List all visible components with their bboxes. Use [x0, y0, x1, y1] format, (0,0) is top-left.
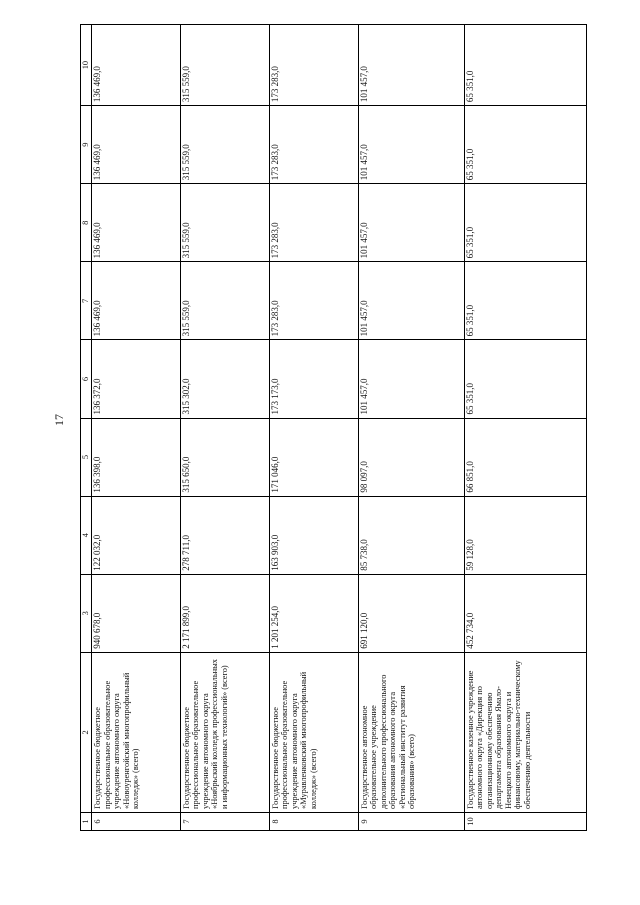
- row-number: 9: [358, 812, 464, 830]
- value-cell: 171 046,0: [269, 418, 358, 496]
- value-cell: 315 650,0: [180, 418, 269, 496]
- value-cell: 136 469,0: [92, 184, 181, 262]
- row-number: 10: [464, 812, 586, 830]
- budget-table: [80, 24, 587, 831]
- rotated-table-container: [80, 24, 587, 831]
- value-cell: 136 469,0: [92, 25, 181, 106]
- col-header: 9: [81, 106, 92, 184]
- header-row: [81, 25, 92, 831]
- table-row: [180, 25, 269, 831]
- value-cell: 452 734,0: [464, 574, 586, 652]
- value-cell: 98 097,0: [358, 418, 464, 496]
- value-cell: 315 559,0: [180, 106, 269, 184]
- value-cell: 163 903,0: [269, 496, 358, 574]
- value-cell: 101 457,0: [358, 340, 464, 418]
- page-number: 17: [52, 414, 66, 426]
- value-cell: 65 351,0: [464, 184, 586, 262]
- value-cell: 691 120,0: [358, 574, 464, 652]
- value-cell: 278 711,0: [180, 496, 269, 574]
- value-cell: 173 283,0: [269, 106, 358, 184]
- value-cell: 1 201 254,0: [269, 574, 358, 652]
- value-cell: 65 351,0: [464, 340, 586, 418]
- col-header: 1: [81, 812, 92, 830]
- row-number: 7: [180, 812, 269, 830]
- col-header: 3: [81, 574, 92, 652]
- institution-name: Государственное бюджетное профессиональное образовательное учреждение автономного округа «Ноябрьский колледж профессиональных и информационных технологий» (всего): [180, 652, 269, 812]
- table-row: [92, 25, 181, 831]
- value-cell: 66 851,0: [464, 418, 586, 496]
- col-header: 6: [81, 340, 92, 418]
- col-header: 2: [81, 652, 92, 812]
- value-cell: 2 171 899,0: [180, 574, 269, 652]
- value-cell: 173 283,0: [269, 184, 358, 262]
- value-cell: 122 032,0: [92, 496, 181, 574]
- value-cell: 65 351,0: [464, 106, 586, 184]
- value-cell: 59 128,0: [464, 496, 586, 574]
- value-cell: 315 302,0: [180, 340, 269, 418]
- table-row: [464, 25, 586, 831]
- institution-name: Государственное автономное образовательное учреждение дополнительного профессионального образования автономного округа «Региональный институт развития образования» (всего): [358, 652, 464, 812]
- value-cell: 101 457,0: [358, 262, 464, 340]
- table-row: [358, 25, 464, 831]
- value-cell: 173 283,0: [269, 25, 358, 106]
- col-header: 4: [81, 496, 92, 574]
- value-cell: 173 173,0: [269, 340, 358, 418]
- value-cell: 136 469,0: [92, 106, 181, 184]
- value-cell: 101 457,0: [358, 106, 464, 184]
- col-header: 8: [81, 184, 92, 262]
- value-cell: 136 398,0: [92, 418, 181, 496]
- value-cell: 101 457,0: [358, 25, 464, 106]
- col-header: 10: [81, 25, 92, 106]
- institution-name: Государственное бюджетное профессиональное образовательное учреждение автономного округа «Новоуренгойский многопрофильный колледж» (всего): [92, 652, 181, 812]
- row-number: 6: [92, 812, 181, 830]
- col-header: 7: [81, 262, 92, 340]
- table-row: [269, 25, 358, 831]
- institution-name: Государственное казенное учреждение автономного округа «Дирекция по организационному обеспечению департамента образования Ямало-Ненецкого автономного округа и финансовому, материально-техническому обеспечению деятельности: [464, 652, 586, 812]
- value-cell: 940 678,0: [92, 574, 181, 652]
- value-cell: 315 559,0: [180, 25, 269, 106]
- institution-name: Государственное бюджетное профессиональное образовательное учреждение автономного округа «Муравленковский многопрофильный колледж» (всего): [269, 652, 358, 812]
- value-cell: 101 457,0: [358, 184, 464, 262]
- value-cell: 136 469,0: [92, 262, 181, 340]
- value-cell: 65 351,0: [464, 262, 586, 340]
- value-cell: 65 351,0: [464, 25, 586, 106]
- value-cell: 136 372,0: [92, 340, 181, 418]
- col-header: 5: [81, 418, 92, 496]
- value-cell: 85 738,0: [358, 496, 464, 574]
- row-number: 8: [269, 812, 358, 830]
- value-cell: 173 283,0: [269, 262, 358, 340]
- value-cell: 315 559,0: [180, 184, 269, 262]
- value-cell: 315 559,0: [180, 262, 269, 340]
